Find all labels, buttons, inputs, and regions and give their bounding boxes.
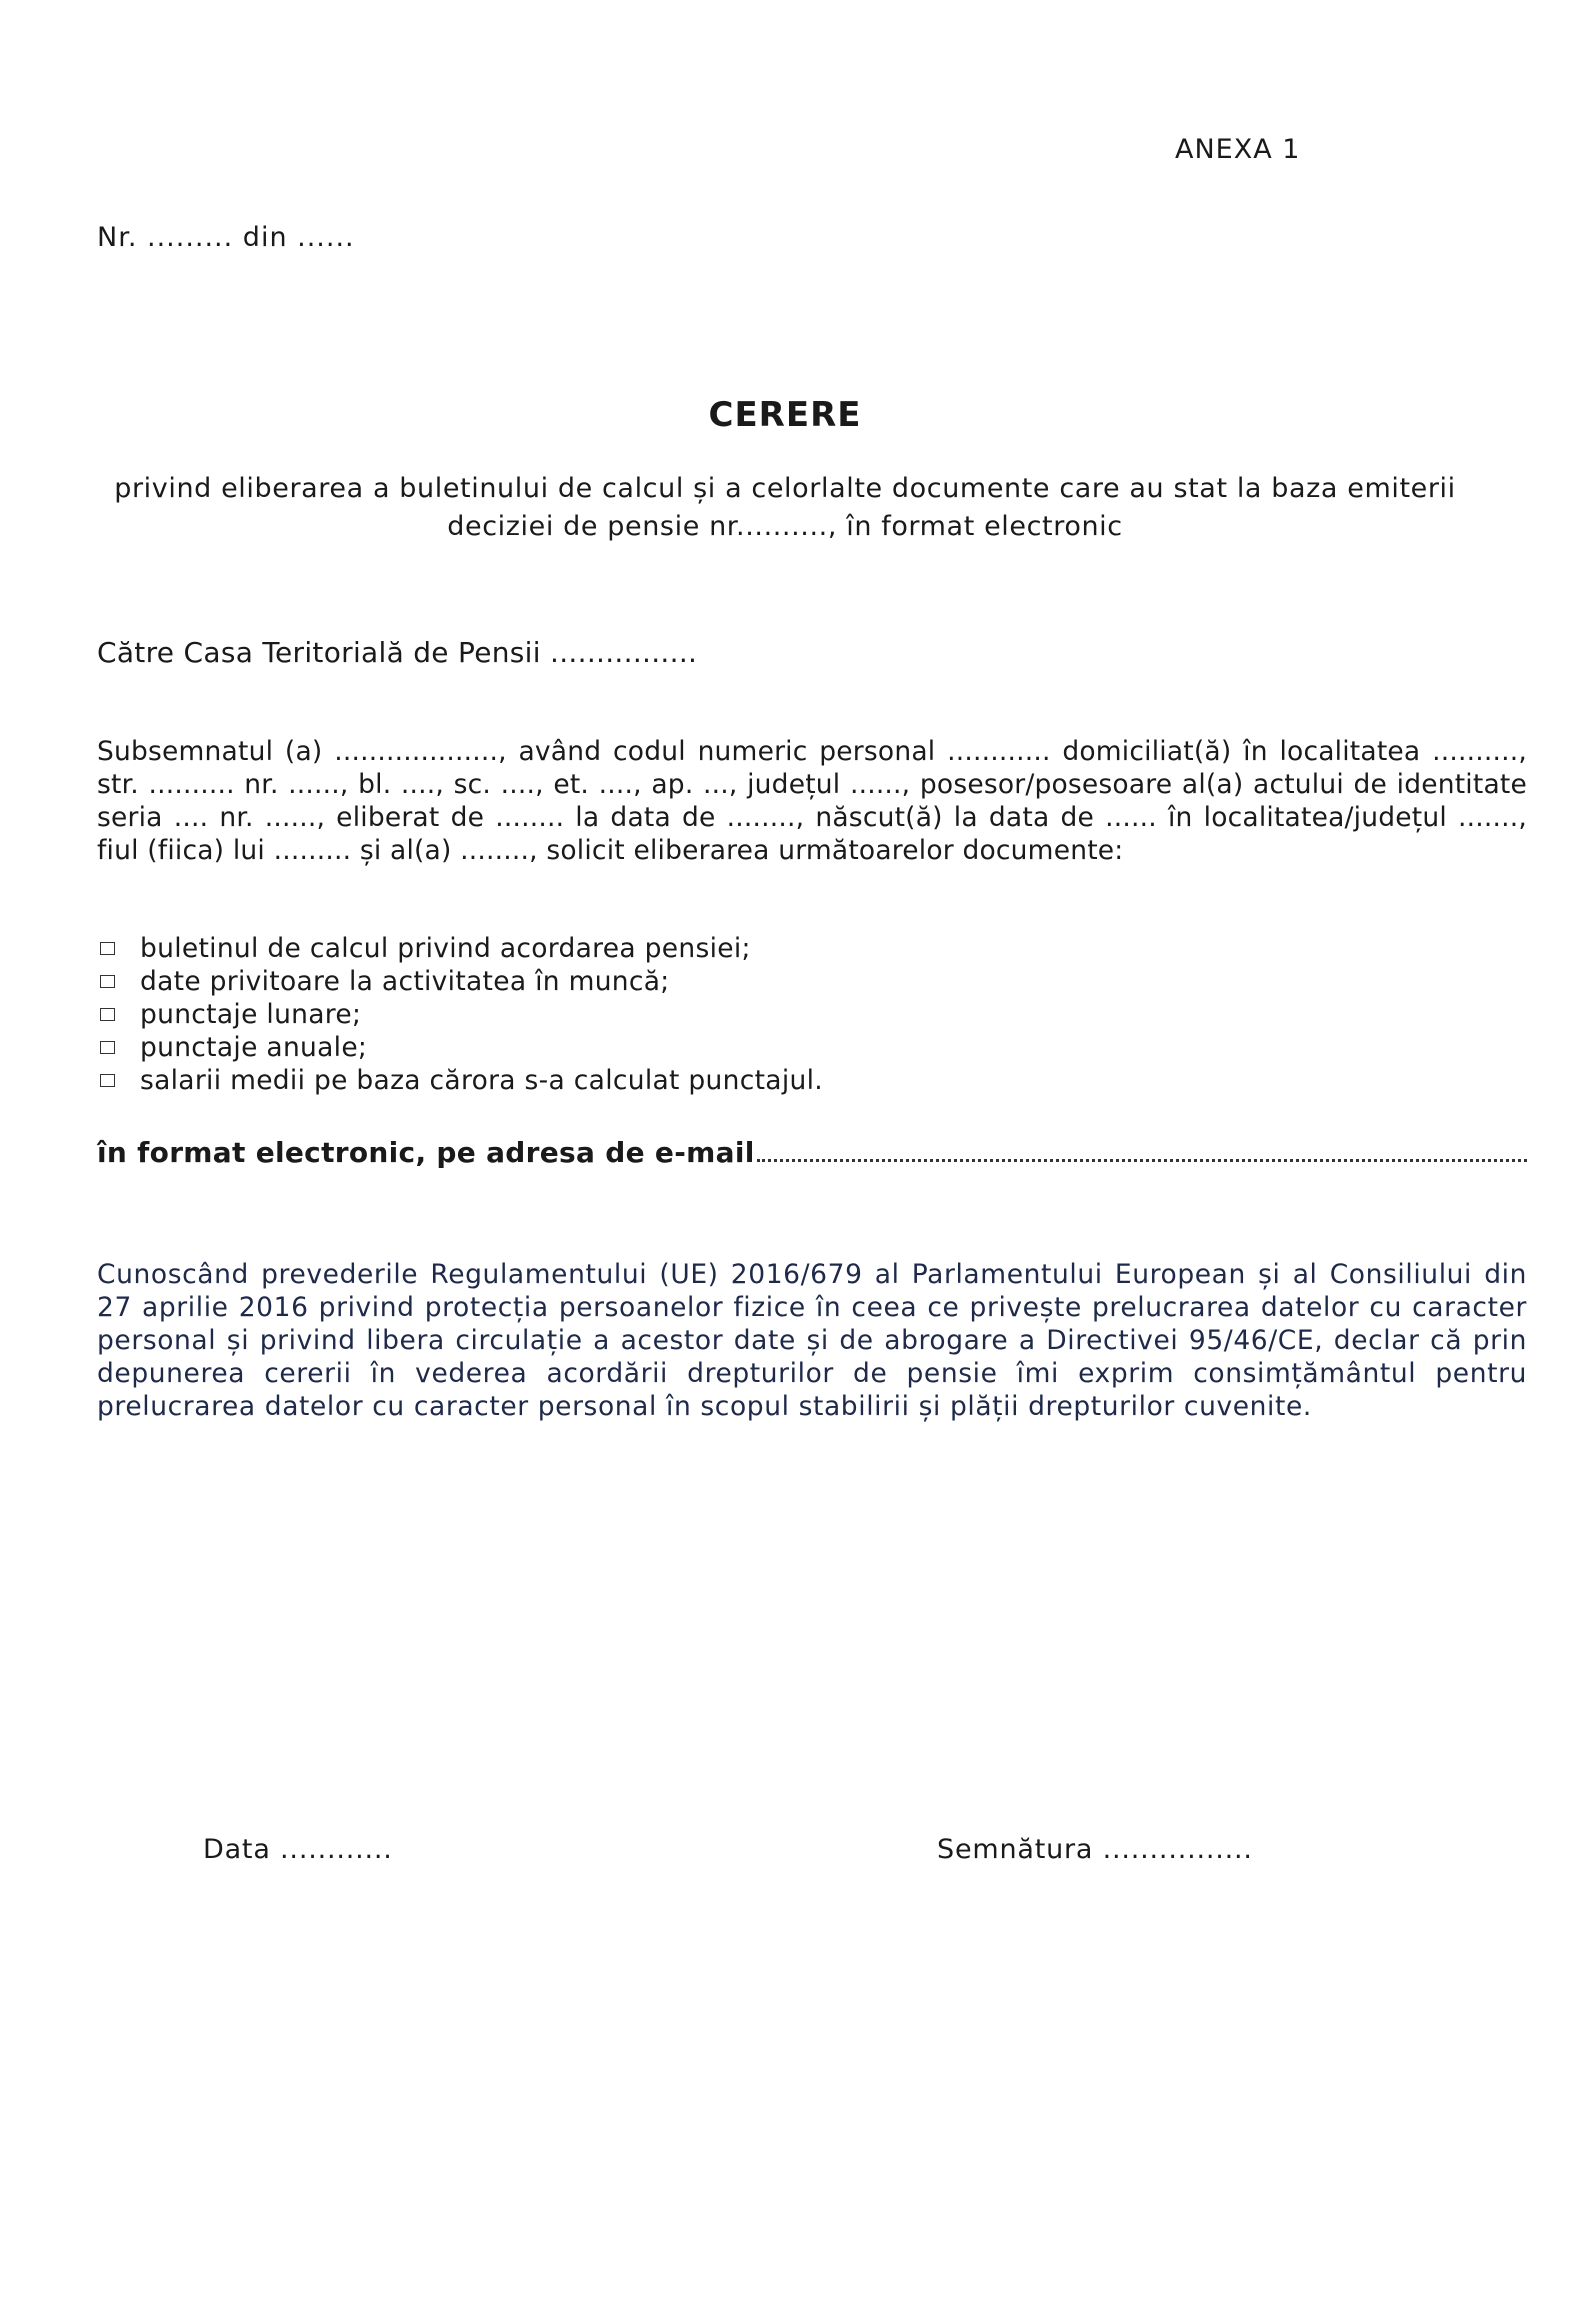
list-item-label: date privitoare la activitatea în muncă; <box>140 966 670 997</box>
requested-documents-list <box>97 932 1097 1097</box>
document-subtitle: privind eliberarea a buletinului de calcul și a celorlalte documente care au stat la baza emiterii deciziei de pensie nr.........., în format electronic <box>114 473 1456 542</box>
annex-label: ANEXA 1 <box>1175 134 1301 165</box>
applicant-details-paragraph: Subsemnatul (a) ..................., având codul numeric personal ............ domiciliat(ă) în localitatea .........., str. .......... nr. ......, bl. ...., sc. ...., et. ...., ap. ..., județul ......, posesor/posesoare al(a) actului de identitate seria .... nr. ......, eliberat de ........ la data de ........, născut(ă) la data de ...... în localitatea/județul ......., fiul (fiica) lui ......... și al(a) ........, solicit eliberarea următoarelor documente: <box>97 736 1527 866</box>
list-item <box>97 932 1097 965</box>
document-title: CERERE <box>708 395 862 435</box>
list-item-label: punctaje anuale; <box>140 1032 368 1063</box>
email-fill-field[interactable] <box>757 1158 1527 1162</box>
date-field[interactable]: Data ............ <box>203 1834 393 1865</box>
checkbox-icon[interactable] <box>100 1041 115 1054</box>
checkbox-icon[interactable] <box>100 1074 115 1087</box>
list-item <box>97 1064 1097 1097</box>
list-item-label: buletinul de calcul privind acordarea pensiei; <box>140 933 751 964</box>
list-item-label: salarii medii pe baza cărora s-a calculat punctajul. <box>140 1065 823 1096</box>
addressee-line: Către Casa Teritorială de Pensii ................ <box>97 636 698 669</box>
checkbox-icon[interactable] <box>100 975 115 988</box>
checkbox-icon[interactable] <box>100 942 115 955</box>
list-item <box>97 965 1097 998</box>
list-item <box>97 1031 1097 1064</box>
checkbox-icon[interactable] <box>100 1008 115 1021</box>
list-item <box>97 998 1097 1031</box>
registration-number-line: Nr. ......... din ...... <box>97 222 355 253</box>
gdpr-consent-paragraph: Cunoscând prevederile Regulamentului (UE) 2016/679 al Parlamentului European și al Consiliului din 27 aprilie 2016 privind protecția persoanelor fizice în ceea ce privește prelucrarea datelor cu caracter personal și privind libera circulație a acestor date și de abrogare a Directivei 95/46/CE, declar că prin depunerea cererii în vederea acordării drepturilor de pensie îmi exprim consimțământul pentru prelucrarea datelor cu caracter personal în scopul stabilirii și plății drepturilor cuvenite. <box>97 1259 1527 1422</box>
email-label: în format electronic, pe adresa de e-mail <box>97 1136 755 1169</box>
list-item-label: punctaje lunare; <box>140 999 362 1030</box>
signature-field[interactable]: Semnătura ................ <box>937 1834 1253 1865</box>
email-line <box>97 1136 1527 1169</box>
